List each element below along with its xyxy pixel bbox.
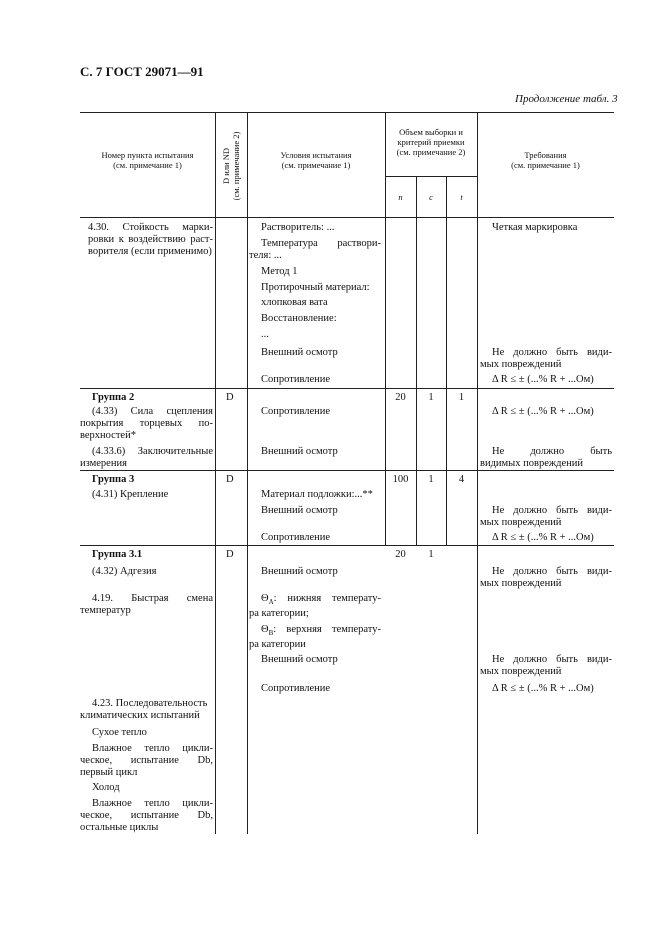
group-3-n: 100: [392, 474, 409, 485]
item-dry-heat: Сухое тепло: [92, 727, 147, 738]
cond-cotton: хлопковая вата: [261, 297, 328, 308]
group-2-c: 1: [428, 392, 434, 403]
g31-cond-visual-b: Внешний осмотр: [261, 654, 338, 665]
g31-cond-resistance: Сопротивление: [261, 683, 331, 694]
cond-wipe-material: Протирочный материал:: [261, 282, 370, 293]
group-3-1-c: 1: [428, 549, 434, 560]
g3-req-resistance: Δ R ≤ ± (...% R + ...Ом): [492, 532, 594, 543]
group-2-n: 20: [395, 392, 406, 403]
group-2-t: 1: [458, 392, 465, 403]
item-damp-heat-rest: Влажное тепло цикли- ческое, испытание Db, остальные циклы: [80, 798, 213, 833]
req-visual: Не должно быть види- мых повреждений: [480, 347, 612, 370]
group-3-1-d: D: [226, 549, 234, 560]
header-n: n: [398, 192, 403, 202]
group-3-c: 1: [428, 474, 434, 485]
header-t: t: [460, 192, 463, 202]
g31-cond-theta-a: $\Theta_A$: нижняя температу- ра категории;: [249, 593, 381, 620]
item-4-33-6: (4.33.6) Заключительные измерения: [80, 446, 213, 469]
g3-cond-visual: Внешний осмотр: [261, 505, 338, 516]
g2-req-resistance: Δ R ≤ ± (...% R + ...Ом): [492, 406, 594, 417]
item-4-32: (4.32) Адгезия: [92, 566, 157, 577]
g31-req-visual-a: Не должно быть види- мых повреждений: [480, 566, 612, 589]
g3-req-visual: Не должно быть види- мых повреждений: [480, 505, 612, 528]
group-3-d: D: [226, 474, 234, 485]
group-3-1-n: 20: [395, 549, 406, 560]
header-c: c: [429, 192, 433, 202]
group-3-t: 4: [458, 474, 465, 485]
header-sample-size: Объем выборки и критерий приемки (см. примечание 2): [396, 127, 466, 157]
item-4-30: 4.30. Стойкость марки- ровки к воздействию раст- ворителя (если применимо): [88, 222, 213, 257]
cond-solvent: Растворитель: ...: [261, 222, 335, 233]
header-test-item: Номер пункта испытания (см. примечание 1): [101, 150, 194, 170]
item-4-23: 4.23. Последовательность климатических испытаний: [80, 698, 208, 721]
group-3-1-title: Группа 3.1: [92, 549, 143, 560]
group-3-title: Группа 3: [92, 474, 135, 485]
header-requirements: Требования (см. примечание 1): [511, 150, 580, 170]
cond-temperature: Температура раствори- теля: ...: [249, 238, 381, 261]
cond-dots: ...: [261, 329, 269, 340]
cond-restore: Восстановление:: [261, 313, 337, 324]
item-4-33: (4.33) Сила сцепления покрытия торцевых по- верхностей*: [80, 406, 213, 441]
g31-req-visual-b: Не должно быть види- мых повреждений: [480, 654, 612, 677]
item-damp-heat-first: Влажное тепло цикли- ческое, испытание Db, первый цикл: [80, 743, 213, 778]
group-2-d: D: [226, 392, 234, 403]
g3-cond-resistance: Сопротивление: [261, 532, 331, 543]
req-marking: Четкая маркировка: [492, 222, 578, 233]
g2-req-visual: Не должно быть видимых повреждений: [480, 446, 612, 469]
g2-cond-resistance: Сопротивление: [261, 406, 331, 417]
cond-resistance: Сопротивление: [261, 374, 331, 385]
g2-cond-visual: Внешний осмотр: [261, 446, 338, 457]
g31-cond-theta-b: $\Theta_B$: верхняя температу- ра категории: [249, 624, 381, 651]
continuation-label: Продолжение табл. 3: [515, 93, 618, 105]
page-header: С. 7 ГОСТ 29071—91: [80, 64, 204, 79]
cond-visual: Внешний осмотр: [261, 347, 338, 358]
item-cold: Холод: [92, 782, 120, 793]
cond-method: Метод 1: [261, 266, 298, 277]
g31-cond-visual-a: Внешний осмотр: [261, 566, 338, 577]
group-2-title: Группа 2: [92, 392, 135, 403]
req-resistance: Δ R ≤ ± (...% R + ...Ом): [492, 374, 594, 385]
header-conditions: Условия испытания (см. примечание 1): [280, 150, 352, 170]
g31-req-resistance: Δ R ≤ ± (...% R + ...Ом): [492, 683, 594, 694]
item-4-19: 4.19. Быстрая смена температур: [80, 593, 213, 616]
item-4-31: (4.31) Крепление: [92, 489, 169, 500]
g3-cond-substrate: Материал подложки:...**: [261, 489, 373, 500]
